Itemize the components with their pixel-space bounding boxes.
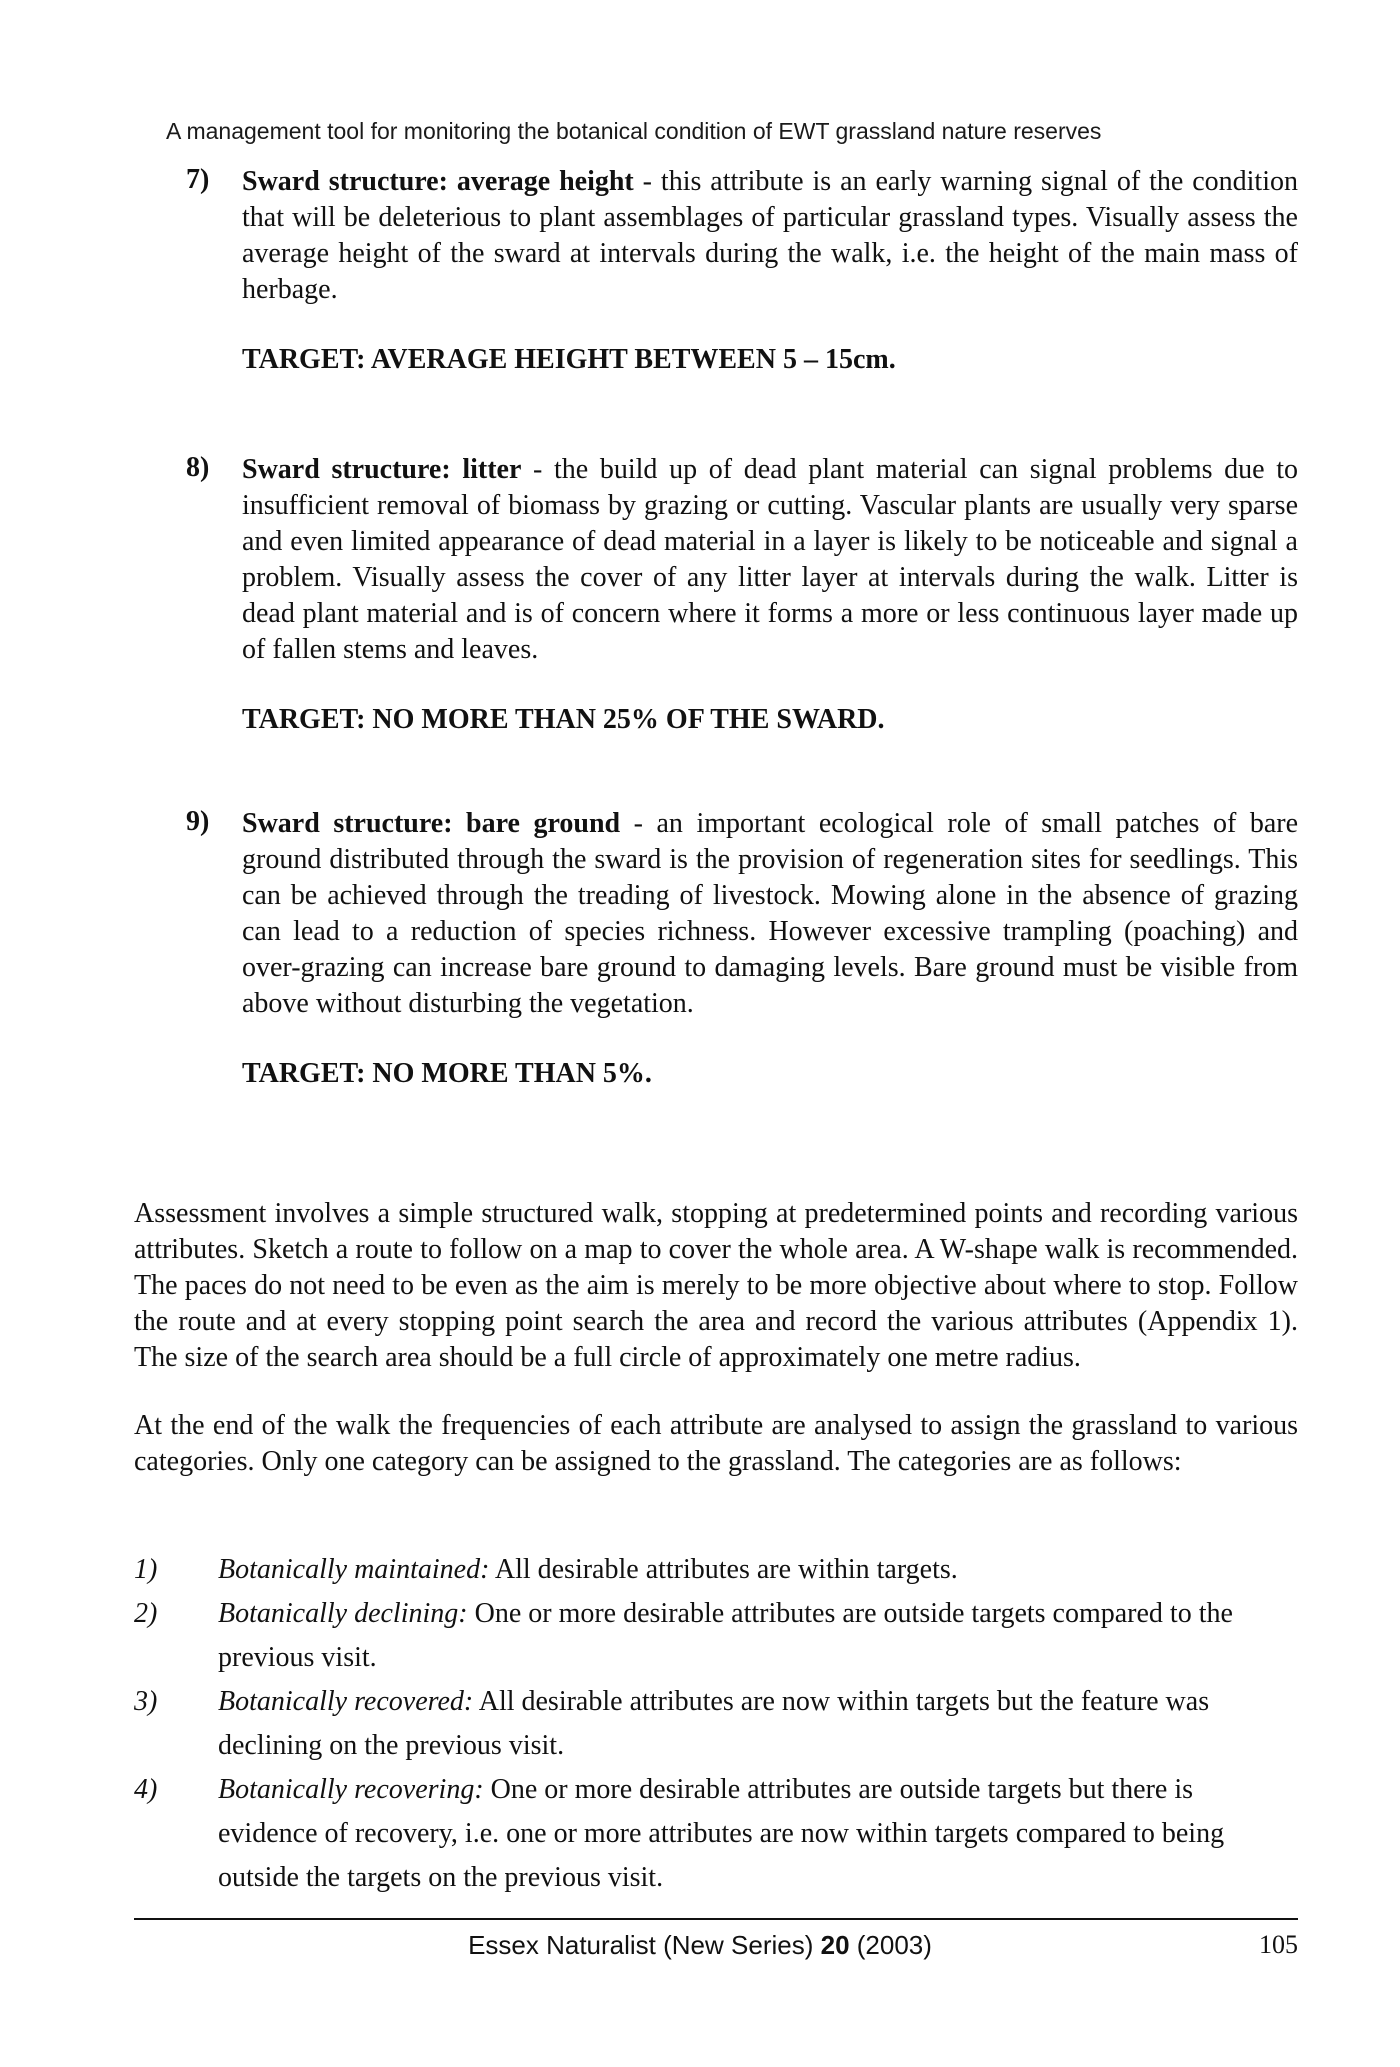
category-text: One or more desirable attributes are outside targets compared to the previous visit.: [218, 1598, 1233, 1673]
footer-journal: Essex Naturalist (New Series): [468, 1930, 821, 1960]
category-name: Botanically maintained:: [218, 1554, 490, 1585]
item-text: - this attribute is an early warning signal of the condition that will be deleterious to plant assemblages of particular grassland types. Visually assess the average height of the sward at intervals during the walk, i.e. the height of the main mass of herbage.: [242, 166, 1298, 305]
item-target: TARGET: NO MORE THAN 25% OF THE SWARD.: [242, 704, 885, 735]
attribute-item-8: [186, 452, 1298, 736]
category-text: All desirable attributes are within targets.: [489, 1554, 958, 1585]
category-item-3: [134, 1680, 1298, 1768]
category-text: One or more desirable attributes are outside targets but there is evidence of recovery, i.e. one or more attributes are now within targets compared to being outside the targets on the previous visit.: [218, 1774, 1225, 1893]
item-number: 9): [186, 806, 210, 837]
category-text: All desirable attributes are now within targets but the feature was declining on the previous visit.: [218, 1686, 1210, 1761]
category-number: 3): [134, 1686, 158, 1717]
item-text: - an important ecological role of small patches of bare ground distributed through the sward is the provision of regeneration sites for seedlings. This can be achieved through the treading of livestock. Mowing alone in the absence of grazing can lead to a reduction of species richness. However excessive trampling (poaching) and over-grazing can increase bare ground to damaging levels. Bare ground must be visible from above without disturbing the vegetation.: [242, 808, 1298, 1019]
categories-intro-paragraph: At the end of the walk the frequencies of each attribute are analysed to assign the grassland to various categories. Only one category can be assigned to the grassland. The categories are as follows:: [134, 1410, 1298, 1477]
item-target: TARGET: AVERAGE HEIGHT BETWEEN 5 – 15cm.: [242, 344, 896, 375]
category-name: Botanically declining:: [218, 1598, 468, 1629]
category-number: 4): [134, 1774, 158, 1805]
category-name: Botanically recovering:: [218, 1774, 484, 1805]
category-item-4: [134, 1768, 1298, 1900]
category-name: Botanically recovered:: [218, 1686, 474, 1717]
item-text: - the build up of dead plant material can signal problems due to insufficient removal of biomass by grazing or cutting. Vascular plants are usually very sparse and even limited appearance of dead material in a layer is likely to be noticeable and signal a problem. Visually assess the cover of any litter layer at intervals during the walk. Litter is dead plant material and is of concern where it forms a more or less continuous layer made up of fallen stems and leaves.: [242, 454, 1299, 665]
category-number: 2): [134, 1598, 158, 1629]
item-body: [242, 452, 1298, 668]
category-number: 1): [134, 1554, 158, 1585]
category-item-2: [134, 1592, 1298, 1680]
footer-volume: 20: [820, 1930, 850, 1960]
page-number: 105: [1259, 1930, 1298, 1959]
item-lead: Sward structure: litter: [242, 454, 522, 485]
footer-citation: [0, 1930, 1400, 1961]
item-lead: Sward structure: average height: [242, 166, 634, 197]
footer-rule: [134, 1918, 1298, 1920]
item-body: [242, 164, 1298, 308]
attribute-item-7: [186, 164, 1298, 376]
item-body: [242, 806, 1298, 1022]
item-lead: Sward structure: bare ground: [242, 808, 621, 839]
item-number: 8): [186, 452, 210, 483]
item-target: TARGET: NO MORE THAN 5%.: [242, 1058, 652, 1089]
category-item-1: [134, 1548, 1298, 1592]
footer-year: (2003): [849, 1930, 932, 1960]
assessment-paragraph: Assessment involves a simple structured walk, stopping at predetermined points and recording various attributes. Sketch a route to follow on a map to cover the whole area. A W-shape walk is recommended. The paces do not need to be even as the aim is merely to be more objective about where to stop. Follow the route and at every stopping point search the area and record the various attributes (Appendix 1). The size of the search area should be a full circle of approximately one metre radius.: [134, 1198, 1298, 1373]
running-header: A management tool for monitoring the botanical condition of EWT grassland nature reserves: [166, 118, 1102, 144]
attribute-item-9: [186, 806, 1298, 1090]
item-number: 7): [186, 164, 210, 195]
